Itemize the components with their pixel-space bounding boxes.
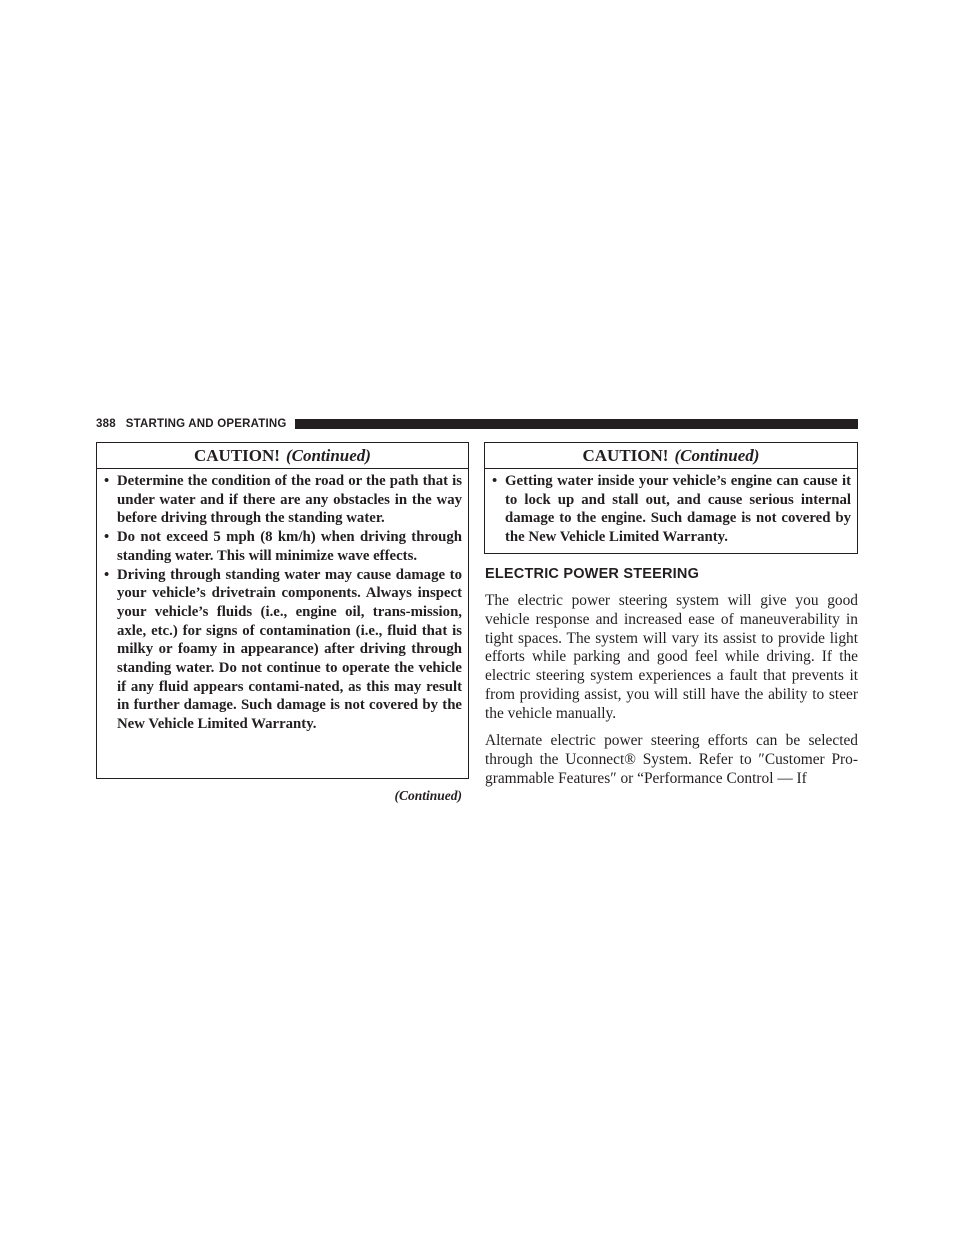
bullet-icon: • [104, 473, 110, 489]
caution-title [485, 443, 857, 469]
page-number: 388 [96, 418, 116, 430]
bullet-icon: • [104, 529, 110, 546]
running-section-title: STARTING AND OPERATING [125, 418, 287, 430]
caution-box-right [484, 442, 858, 554]
page-header [96, 417, 858, 431]
caution-item [104, 528, 462, 565]
caution-box-left [96, 442, 469, 779]
header-rule [295, 419, 858, 429]
section-heading: ELECTRIC POWER STEERING [485, 566, 700, 582]
bullet-icon: • [492, 473, 498, 489]
caution-label: CAUTION! [582, 446, 669, 465]
bullet-icon: • [104, 566, 110, 583]
caution-item [492, 472, 851, 547]
caution-continued-label: (Continued) [674, 446, 760, 465]
caution-list [485, 469, 857, 547]
body-paragraph: The electric power steering system will give you good vehicle response and increased ease of maneuverability in tight spaces. The system will vary its assist to provide light efforts while parking and good feel while driving. If the electric steering system experiences a fault that prevents it from providing assist, you will still have the ability to steer the vehicle manually. [485, 592, 858, 722]
caution-list [97, 469, 468, 734]
caution-title [97, 443, 468, 469]
caution-item [104, 566, 462, 734]
caution-continued-label: (Continued) [285, 446, 371, 465]
caution-item-text: Driving through standing water may cause damage to your vehicle’s drivetrain components. Always inspect your vehicle’s fluids (i.e., engine oil, trans-mission, axle, etc.) for signs of contamination (i.e., fluid that is milky or foamy in appearance) after driving through standing water. Do not continue to operate the vehicle if any fluid appears contami-nated, as this may result in further damage. Such damage is not covered by the New Vehicle Limited Warranty. [117, 566, 462, 733]
body-paragraph: Alternate electric power steering efforts can be selected through the Uconnect® System. Refer to ″Customer Pro-grammable Features″ or “Performance Control — If [485, 732, 858, 787]
caution-item-text: Do not exceed 5 mph (8 km/h) when driving through standing water. This will minimize wave effects. [117, 529, 462, 564]
caution-item [104, 472, 462, 528]
continued-note: (Continued) [394, 788, 462, 803]
caution-item-text: Getting water inside your vehicle’s engine can cause it to lock up and stall out, and cause serious internal damage to the engine. Such damage is not covered by the New Vehicle Limited Warranty. [505, 473, 851, 546]
caution-item-text: Determine the condition of the road or the path that is under water and if there are any obstacles in the way before driving through the standing water. [117, 473, 462, 527]
caution-label: CAUTION! [194, 446, 280, 465]
